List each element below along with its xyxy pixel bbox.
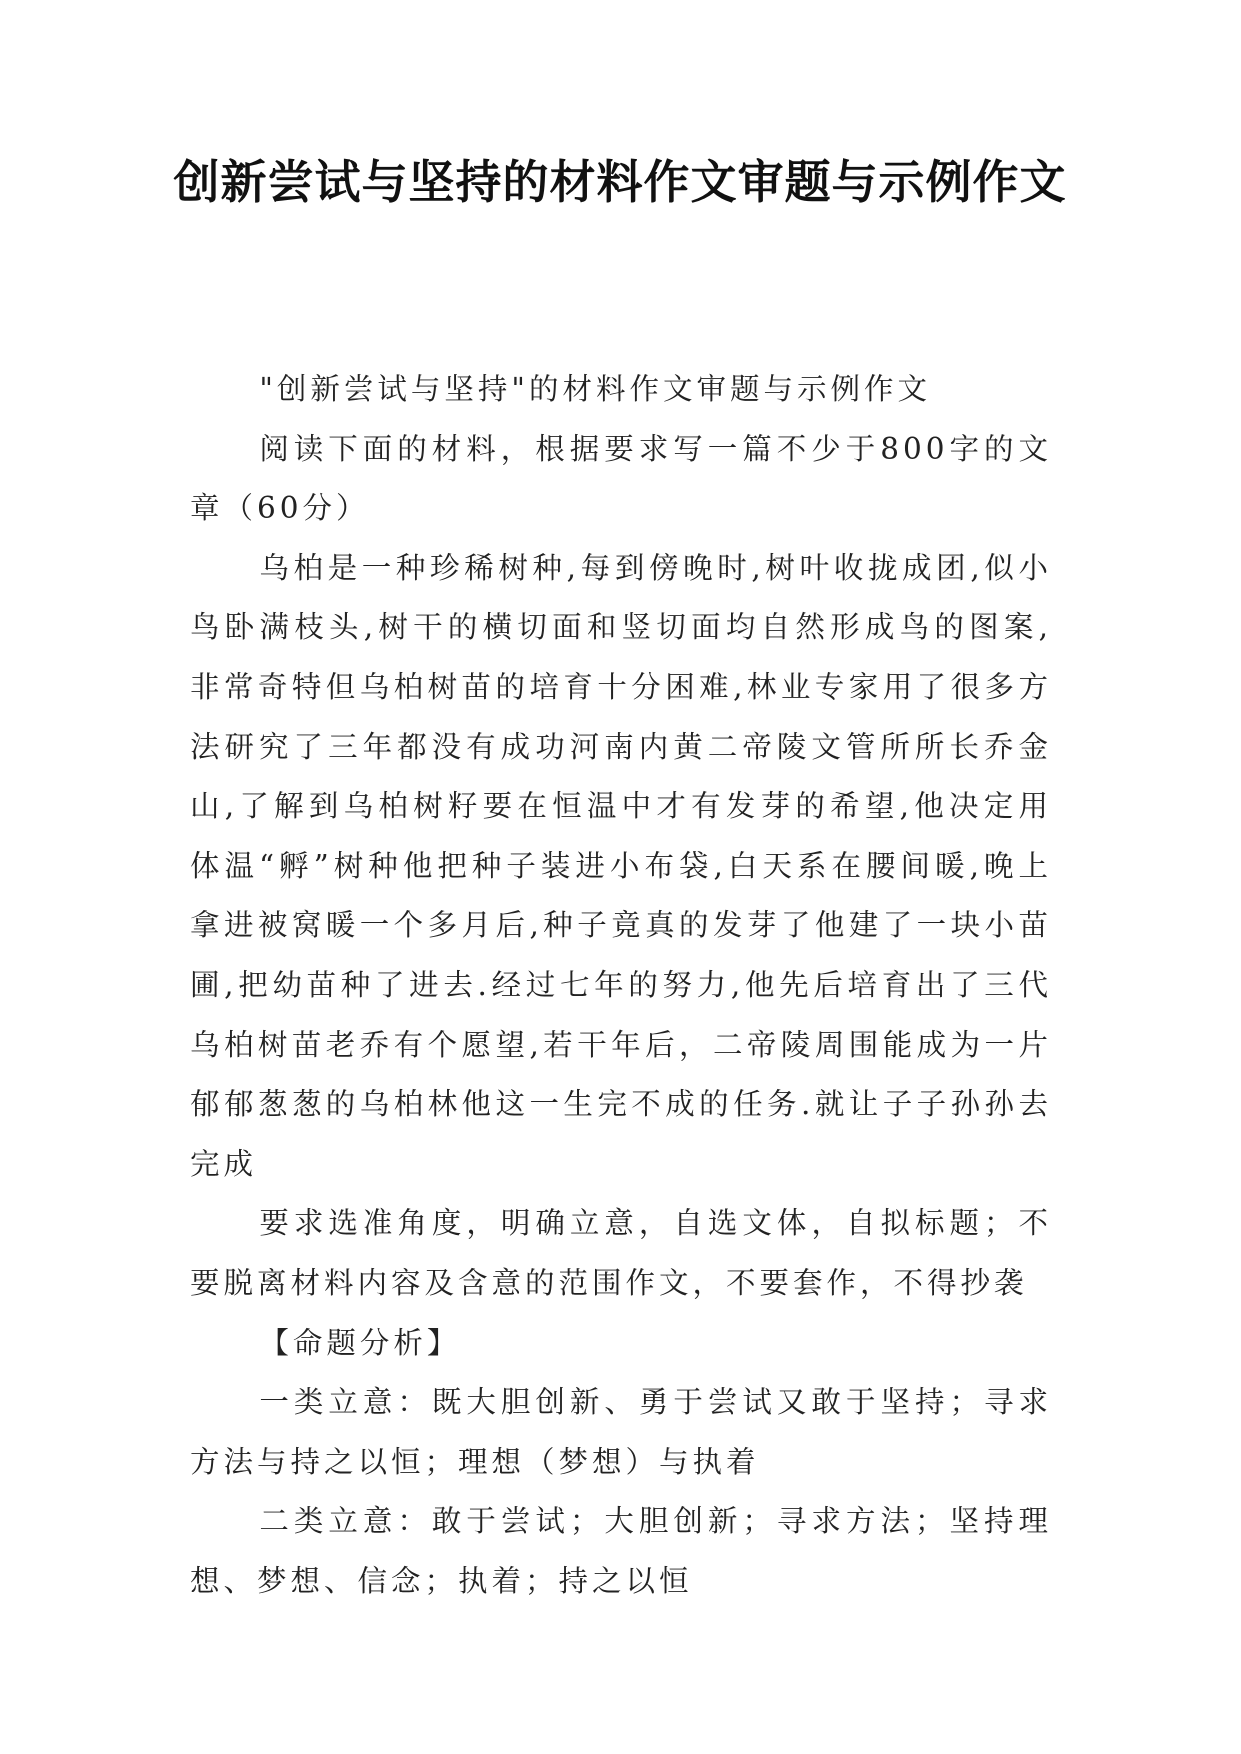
paragraph-requirements: 要求选准角度，明确立意，自选文体，自拟标题；不要脱离材料内容及含意的范围作文，不要套作，不得抄袭 [190,1206,1052,1300]
paragraph-instructions: 阅读下面的材料，根据要求写一篇不少于800字的文章（60分） [190,431,1052,526]
document-body [190,360,1052,1611]
paragraph-second-class: 二类立意：敢于尝试；大胆创新；寻求方法；坚持理想、梦想、信念；执着；持之以恒 [190,1504,1052,1598]
paragraph-analysis-heading: 【命题分析】 [259,1325,461,1360]
paragraph-first-class: 一类立意：既大胆创新、勇于尝试又敢于坚持；寻求方法与持之以恒；理想（梦想）与执着 [190,1385,1052,1479]
paragraph-subtitle: "创新尝试与坚持"的材料作文审题与示例作文 [259,372,931,406]
paragraph-material: 乌柏是一种珍稀树种,每到傍晚时,树叶收拢成团,似小鸟卧满枝头,树干的横切面和竖切面均自然形成鸟的图案,非常奇特但乌柏树苗的培育十分困难,林业专家用了很多方法研究了三年都没有成功河南内黄二帝陵文管所所长乔金山,了解到乌柏树籽要在恒温中才有发芽的希望,他决定用体温“孵”树种他把种子装进小布袋,白天系在腰间暖,晚上拿进被窝暖一个多月后,种子竟真的发芽了他建了一块小苗圃,把幼苗种了进去.经过七年的努力,他先后培育出了三代乌柏树苗老乔有个愿望,若干年后，二帝陵周围能成为一片郁郁葱葱的乌柏林他这一生完不成的任务.就让子子孙孙去完成 [190,550,1052,1181]
document-title: 创新尝试与坚持的材料作文审题与示例作文 [173,155,1067,209]
